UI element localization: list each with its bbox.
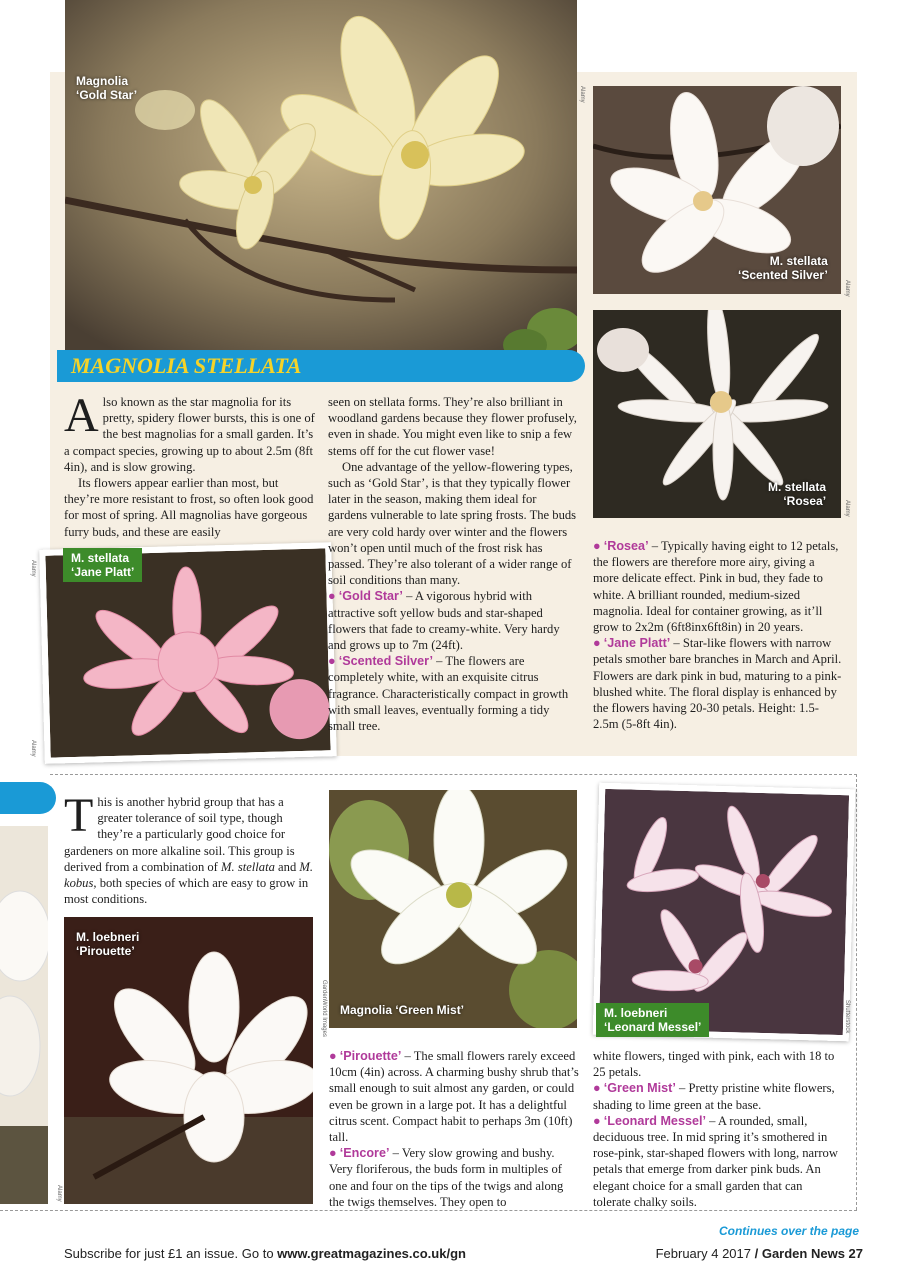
scented-silver-caption: M. stellata ‘Scented Silver’ [738, 254, 828, 282]
rosea-name: ‘Rosea’ [603, 539, 649, 553]
green-mist-text: – Pretty pristine white flowers, shading to lime green at the base. [593, 1081, 835, 1112]
section2-intro-i1: M. stellata [221, 859, 275, 874]
photo-credit: Alamy [579, 86, 585, 103]
column-3-text [593, 538, 843, 732]
footer-url[interactable]: www.greatmagazines.co.uk/gn [277, 1246, 466, 1261]
footer-subscribe [64, 1246, 466, 1261]
gold-star-photo [65, 0, 577, 360]
scented-silver-entry [328, 653, 578, 734]
encore-continued: white flowers, tinged with pink, each with 18 to 25 petals. [593, 1049, 835, 1080]
pirouette-text: – The small flowers rarely exceed 10cm (4in) across. A charming bushy shrub that’s small enough to suit almost any garden, or could even be grown in a large pot. It has a delightful citrus scent. Compact habit to perhaps 3m (10ft) tall. [329, 1049, 579, 1145]
bullet-icon: ● [593, 1081, 601, 1096]
rosea-entry [593, 538, 843, 635]
footer-date: February 4 2017 [655, 1246, 755, 1261]
bullet-icon: ● [329, 1049, 337, 1063]
section2-intro-c: , both species of which are easy to grow in most conditions. [64, 876, 309, 907]
gold-star-name: ‘Gold Star’ [338, 589, 403, 604]
pirouette-entry [329, 1048, 579, 1145]
green-mist-entry [593, 1080, 843, 1112]
section-divider [50, 774, 857, 775]
bullet-icon: ● [593, 539, 601, 553]
photo-credit: Alamy [30, 560, 36, 577]
rosea-text: – Typically having eight to 12 petals, the flowers are therefore more airy, giving a more delicate effect. Pink in bud, they fade to white. A brilliant rounded, medium-sized magnolia. Ideal for container growing, as it’ll grow to 2x2m (6ft8inx6ft8in) in 20 years. [593, 539, 839, 635]
gold-star-caption: Magnolia ‘Gold Star’ [76, 74, 138, 102]
jane-platt-entry [593, 635, 843, 732]
green-mist-name: ‘Green Mist’ [603, 1081, 676, 1096]
leonard-messel-name: ‘Leonard Messel’ [603, 1113, 706, 1128]
photo-credit: Alamy [56, 1185, 62, 1202]
section2-intro-b: and [274, 859, 300, 874]
green-mist-caption: Magnolia ‘Green Mist’ [340, 1003, 465, 1017]
footer-subscribe-text: Subscribe for just £1 an issue. Go to [64, 1246, 278, 1261]
intro-dropcap: A [64, 389, 99, 442]
photo-credit: Alamy [844, 280, 850, 297]
pirouette-name: ‘Pirouette’ [339, 1049, 402, 1063]
col2-paragraph-2: One advantage of the yellow-flowering types, such as ‘Gold Star’, is that they typically flower later in the season, making them ideal for gardens vulnerable to late spring frosts. The buds are very cold hardy over winter and the flowers won’t open until much of the frost risk has passed. They’re also tolerant of a wider range of soil conditions than many. [328, 459, 577, 588]
jane-platt-caption: M. stellata ‘Jane Platt’ [63, 548, 142, 582]
rosea-caption: M. stellata ‘Rosea’ [768, 480, 827, 508]
intro-text [64, 389, 316, 540]
section2-column-3 [593, 1048, 843, 1210]
section2-column-2 [329, 1048, 579, 1210]
section-divider-right [856, 774, 857, 1210]
pirouette-caption: M. loebneri ‘Pirouette’ [76, 930, 140, 958]
jane-platt-name: ‘Jane Platt’ [603, 636, 671, 651]
leonard-messel-text: – A rounded, small, deciduous tree. In mid spring it’s smothered in rose-pink, star-shaped flowers with long, narrow petals that emerge from darker pink buds. An elegant choice for a small garden that can tolerate chalky soils. [593, 1113, 838, 1209]
photo-credit: Alamy [30, 740, 36, 757]
bullet-icon: ● [329, 1146, 337, 1161]
bullet-icon: ● [328, 589, 336, 604]
encore-name: ‘Encore’ [339, 1146, 390, 1161]
section-divider-bottom [0, 1210, 857, 1211]
section2-intro [64, 789, 316, 907]
jane-platt-text: – Star-like flowers with narrow petals smother bare branches in March and April. Flowers are dark pink in bud, maturing to a pink-blushed white. The floral display is enhanced by the flowers having 20-30 petals. Height: 1.5-2.5m (5-8ft 4in). [593, 636, 842, 732]
section-heading-banner [57, 350, 585, 382]
photo-credit: GardenWorld Images [321, 980, 327, 1037]
encore-text: – Very slow growing and bushy. Very floriferous, the buds form in multiples of one and four on the tips of the twigs and along the twigs themselves. They open to [329, 1146, 564, 1209]
bullet-icon: ● [593, 1113, 601, 1128]
bullet-icon: ● [593, 636, 601, 651]
section2-blue-tab [0, 782, 56, 814]
footer-folio [656, 1246, 863, 1261]
continues-link[interactable]: Continues over the page [718, 1224, 859, 1238]
gold-star-text: – A vigorous hybrid with attractive soft yellow buds and star-shaped flowers that fade to creamy-white. Very hardy and grows up to 7m (24ft). [328, 589, 560, 653]
gold-star-entry [328, 588, 578, 653]
intro-paragraph-2: Its flowers appear earlier than most, but they’re more resistant to frost, so often look good for most of spring. All magnolias have gorgeous furry buds, and these are easily [64, 476, 314, 539]
section2-intro-i2: M. kobus [64, 859, 314, 891]
photo-credit: Alamy [844, 500, 850, 517]
edge-flower-photo [0, 826, 48, 1204]
leonard-messel-caption: M. loebneri ‘Leonard Messel’ [596, 1003, 709, 1037]
leonard-messel-entry [593, 1113, 843, 1210]
scented-silver-text: – The flowers are completely white, with an exquisite citrus fragrance. Characteristically compact in growth with small leaves, eventually forming a tidy small tree. [328, 654, 569, 734]
intro-paragraph-1: lso known as the star magnolia for its pretty, spidery flower bursts, this is one of the best magnolias for a small garden. It’s a compact species, growing up to about 2.5m (8ft 4in), and is slow growing. [64, 395, 315, 474]
column-2-text [328, 394, 578, 734]
section-heading: MAGNOLIA STELLATA [71, 353, 302, 378]
section2-dropcap: T [64, 789, 94, 842]
green-mist-photo [329, 790, 577, 1028]
col2-paragraph-1: seen on stellata forms. They’re also brilliant in woodland gardens because they flower profusely, even in shade. You might even like to snip a few stems off for the cut flower vase! [328, 395, 577, 458]
footer-magazine: / Garden News 27 [754, 1246, 863, 1261]
section2-intro-a: his is another hybrid group that has a greater tolerance of soil type, though they’re a particularly good choice for gardeners on more alkaline soil. This group is derived from a combination of [64, 795, 295, 874]
encore-entry [329, 1145, 579, 1210]
photo-credit: Shutterstock [844, 1000, 850, 1034]
bullet-icon: ● [328, 654, 336, 669]
scented-silver-name: ‘Scented Silver’ [338, 654, 434, 669]
pirouette-photo [64, 917, 313, 1204]
